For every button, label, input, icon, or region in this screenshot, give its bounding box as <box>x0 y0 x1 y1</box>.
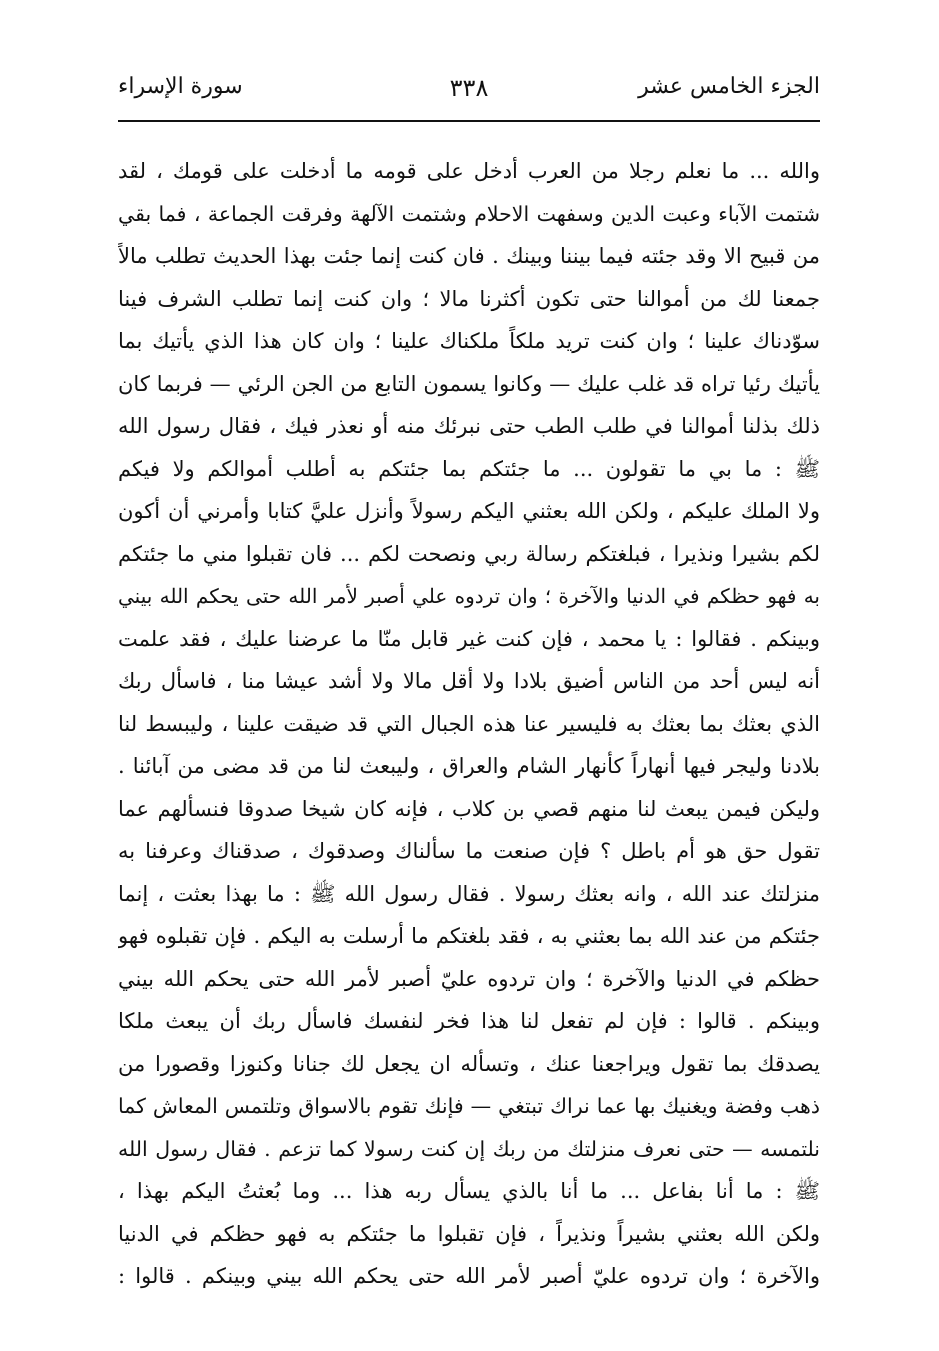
text-line: به فهو حظكم في الدنيا والآخرة ؛ وان تردوه علي أصبر لأمر الله حتى يحكم الله بيني <box>118 584 820 608</box>
text-line: جمعنا لك من أموالنا حتى تكون أكثرنا مالا ؛ وان كنت إنما تطلب الشرف فينا <box>118 286 820 311</box>
text-line: سوّدناك علينا ؛ وان كنت تريد ملكاً ملكناك علينا ؛ وان كان هذا الذي يأتيك بما <box>118 329 820 353</box>
text-line: من قبيح الا وقد جئته فيما بيننا وبينك . فان كنت إنما جئت بهذا الحديث تطلب مالاً <box>118 244 820 268</box>
text-line: الذي بعثك بما بعثك به فليسير عنا هذه الجبال التي قد ضيقت علينا ، وليبسط لنا <box>118 711 820 736</box>
text-line: بلادنا وليجر فيها أنهاراً كأنهار الشام والعراق ، وليبعث لنا من قد مضى من آبائنا . <box>118 754 820 778</box>
text-line: ولا الملك عليكم ، ولكن الله بعثني اليكم رسولاً وأنزل عليَّ كتابا وأمرني أن أكون <box>118 499 820 523</box>
text-line: وبينكم . قالوا : فإن لم تفعل لنا هذا فخر لنفسك فاسأل ربك أن يبعث ملكا <box>118 1009 820 1033</box>
header-surah-title: سورة الإسراء <box>118 74 243 99</box>
text-line: يصدقك بما تقول ويراجعنا عنك ، وتسأله ان يجعل لك جنانا وكنوزا وقصورا من <box>118 1051 820 1076</box>
running-header <box>118 70 820 114</box>
text-line: جئتكم من عند الله بما بعثني به ، فقد بلغتكم ما أرسلت به اليكم . فإن تقبلوه فهو <box>118 924 820 948</box>
text-line: لكم بشيرا ونذيرا ، فبلغتكم رسالة ربي ونصحت لكم ... فان تقبلوا مني ما جئتكم <box>118 541 820 566</box>
text-line: شتمت الآباء وعبت الدين وسفهت الاحلام وشتمت الآلهة وفرقت الجماعة ، فما بقي <box>118 201 820 226</box>
text-line: وليكن فيمن يبعث لنا منهم قصي بن كلاب ، فإنه كان شيخا صدوقا فنسألهم عما <box>118 796 820 821</box>
text-line: يأتيك رئيا تراه قد غلب عليك — وكانوا يسمون التابع من الجن الرئي — فربما كان <box>118 371 820 396</box>
page-number: ٣٣٨ <box>449 74 489 102</box>
text-line: تقول حق هو أم باطل ؟ فإن صنعت ما سألناك وصدقوك ، صدقناك وعرفنا به <box>118 839 820 863</box>
text-line: نلتمسه — حتى نعرف منزلتك من ربك إن كنت رسولا كما تزعم . فقال رسول الله <box>118 1136 820 1161</box>
text-line: ذهب وفضة ويغنيك بها عما نراك تبتغي — فإنك تقوم بالاسواق وتلتمس المعاش كما <box>118 1094 820 1118</box>
header-rule <box>118 120 820 122</box>
page-body <box>118 150 820 1298</box>
text-line: والآخرة ؛ وان تردوه عليّ أصبر لأمر الله حتى يحكم الله بيني وبينكم . قالوا : <box>118 1264 820 1288</box>
text-line: ﷺ : ما بي ما تقولون ... ما جئتكم بما جئتكم به أطلب أموالكم ولا فيكم <box>118 456 820 481</box>
text-line: ذلك بذلنا أموالنا في طلب الطب حتى نبرئك منه أو نعذر فيك ، فقال رسول الله <box>118 414 820 438</box>
text-line: ولكن الله بعثني بشيراً ونذيراً ، فإن تقبلوا ما جئتكم به فهو حظكم في الدنيا <box>118 1221 820 1246</box>
header-part-title: الجزء الخامس عشر <box>638 74 820 99</box>
text-line: أنه ليس أحد من الناس أضيق بلادا ولا أقل مالا ولا أشد عيشا منا ، فاسأل ربك <box>118 669 820 693</box>
text-line: ﷺ : ما أنا بفاعل ... ما أنا بالذي يسأل ربه هذا ... وما بُعثتُ اليكم بهذا ، <box>118 1179 820 1203</box>
text-line: والله ... ما نعلم رجلا من العرب أدخل على قومه ما أدخلت على قومك ، لقد <box>118 159 820 183</box>
text-line: حظكم في الدنيا والآخرة ؛ وان تردوه عليّ أصبر لأمر الله حتى يحكم الله بيني <box>118 966 820 991</box>
text-line: منزلتك عند الله ، وانه بعثك رسولا . فقال رسول الله ﷺ : ما بهذا بعثت ، إنما <box>118 881 820 906</box>
text-line: وبينكم . فقالوا : يا محمد ، فإن كنت غير قابل منّا ما عرضنا عليك ، فقد علمت <box>118 626 820 651</box>
